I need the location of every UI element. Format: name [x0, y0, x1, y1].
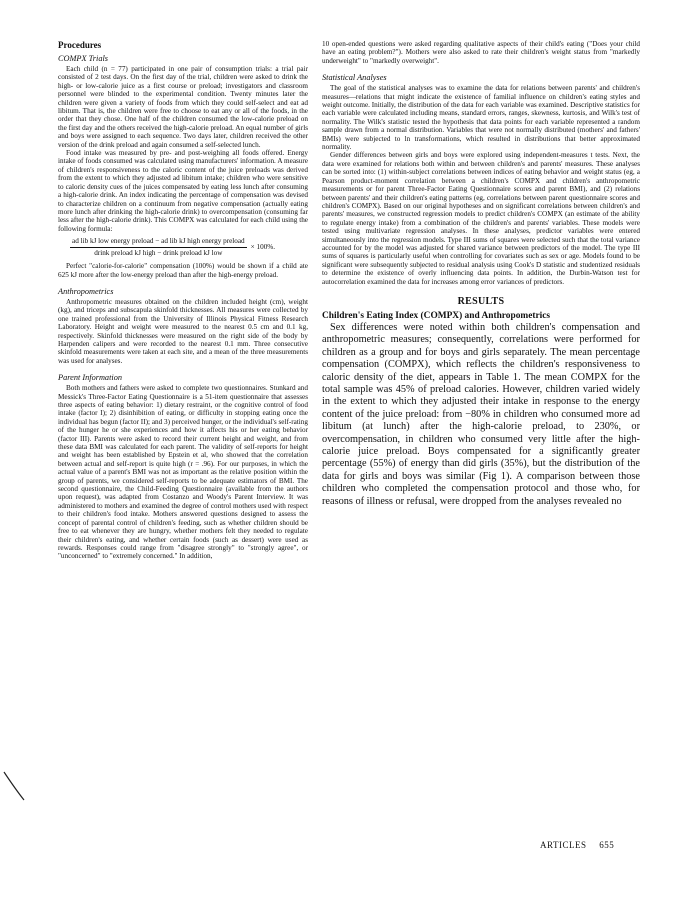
- formula-fraction: [70, 237, 247, 258]
- compx-paragraph-1: Each child (n = 77) participated in one pair of consumption trials: a trial pair consisted of 2 test days. On the first day of the trial, children were asked to drink the high- or low-calorie juice as a first course or preload; investigators and classroom personnel were blinded to the experimental condition. Twenty minutes later the children were given a variety of foods from which they could self-select and eat ad libitum. That is, the children were free to choose to eat any or all of the foods, in the order that they chose. One half of the children consumed the low-calorie preload on the first day and the others received the high-calorie preload. An equal number of girls and boys were assigned to each sequence. Two days later, children received the other version of the drink preload and again consumed a self-selected lunch.: [58, 65, 308, 149]
- left-column: [58, 40, 308, 561]
- formula-numerator: ad lib kJ low energy preload − ad lib kJ high energy preload: [70, 237, 247, 248]
- scan-edge-mark: [2, 770, 26, 810]
- page-footer: [540, 840, 650, 850]
- formula-multiplier: × 100%.: [250, 243, 276, 252]
- results-paragraph: Sex differences were noted within both children's compensation and anthropometric measures; consequently, correlations were performed for children as a group and for boys and girls separately. The mean percentage compensation (COMPX), which reflects the children's responsiveness to caloric density of the diet, appears in Table 1. The mean COMPX for the total sample was 45% of preload calories. However, children varied widely in the extent to which they adjusted their intake in response to the energy content of the juice preload: from −80% in children who consumed more ad libitum (at lunch) after the high-calorie preload, to 230%, or overcompensation, in children who consumed very little after the high-calorie juice preload. Boys compensated for a significantly greater percentage (55%) of energy than did girls (35%), but the distribution of the data for girls and boys was similar (Fig 1). A comparison between those children who completed the compensation protocol and those who, for reasons of illness or refusal, were dropped from the analyses revealed no: [322, 321, 640, 507]
- compx-formula: [70, 237, 308, 258]
- compx-paragraph-3: Perfect "calorie-for-calorie" compensation (100%) would be shown if a child ate 625 kJ more after the low-energy preload than after the high-energy preload.: [58, 262, 308, 279]
- parent-information-heading: Parent Information: [58, 373, 122, 383]
- stats-paragraph-2: Gender differences between girls and boys were explored using independent-measures t tests. Next, the data were examined for relations both within and between children's and parents' measures. These analyses can be sorted into: (1) within-subject correlations between indices of eating behavior and weight status (eg, a Pearson product-moment correlation between a children's COMPX and children's anthropometric measurements or for parent Three-Factor Eating Questionnaire scores and parent BMI), and (2) relations between parents' and their children's eating patterns (eg, correlations between parent questionnaire scores and children's COMPX). Based on our original hypotheses and on significant correlations between children's and parents' measures, we constructed regression models to predict children's COMPX (an estimate of the ability to regulate energy intake) from a combination of the children's and parents' variables. These models were tested using multivariate regression analyses. In these analyses, predictor variables were entered simultaneously into the regression models. Type III sums of squares were selected such that the total variance accounted for by the model was adjusted for shared variance between predictors of the model. The type III sums of squares is particularly useful when controlling for covariates such as sex or age. Models found to be significant were subsequently subjected to residual analysis using Cook's D statistic and studentized residuals to determine the existence of overly influencing data points. In addition, the Durbin-Watson test for autocorrelation examined the data for increases among error variances of predictors.: [322, 151, 640, 286]
- results-subheading: Children's Eating Index (COMPX) and Anthropometrics: [322, 310, 551, 321]
- procedures-heading: Procedures: [58, 40, 102, 50]
- compx-paragraph-2: Food intake was measured by pre- and post-weighing all foods offered. Energy intake of foods consumed was calculated using manufacturers' information. A measure of children's responsiveness to the caloric content of the juice preloads was derived from the extent to which they adjusted ad libitum intake; children who were sensitive to caloric density cues of the juices compensated by eating less lunch after consuming a high-calorie drink. An index indicating the percentage of compensation was devised to characterize children on a continuum from negative compensation (actually eating more lunch after drinking the high-calorie drink) to overcompensation (consuming far less after the high-calorie drink). This COMPX was calculated for each child using the following formula:: [58, 149, 308, 233]
- questionnaire-continuation: 10 open-ended questions were asked regarding qualitative aspects of their child's eating ("Does your child have an eating problem?"). Mothers were also asked to rate their children's weight status from "markedly underweight" to "markedly overweight".: [322, 40, 640, 65]
- anthropometrics-heading: Anthropometrics: [58, 286, 114, 296]
- journal-section-label: ARTICLES: [540, 840, 587, 850]
- page-number: 655: [599, 840, 615, 850]
- formula-denominator: drink preload kJ high − drink preload kJ low: [94, 249, 223, 258]
- compx-trials-heading: COMPX Trials: [58, 54, 109, 63]
- parent-information-paragraph: Both mothers and fathers were asked to complete two questionnaires. Stunkard and Messick's Three-Factor Eating Questionnaire is a 51-item questionnaire that assesses three aspects of eating behavior: 1) dietary restraint, or the cognitive control of food intake (factor I); 2) disinhibition of eating, or difficulty in stopping eating once the individual has begun (factor II); and 3) perceived hunger, or the individual's self-rating of the hunger he or she experiences and how it affects his or her eating behavior (factor III). Parents were asked to record their current height and weight, and from these data BMI was calculated for each parent. The validity of self-reports for height and weight has been established by Epstein et al, who showed that the correlation between actual and self-report is quite high (r = .96). For our purposes, in which the actual value of a parent's BMI was not as important as the relative position within the group of parents, we considered self-reports to be adequate estimators of BMI. The second questionnaire, the Child-Feeding Questionnaire (available from the authors upon request), was adapted from Costanzo and Woody's Parent Interview. It was administered to mothers and examined the degree of control mothers used with respect to their children's food intake. Mothers answered questions designed to assess the concept of parental control of children's feeding, such as whether children should be free to eat whenever they are hungry, whether mothers felt they needed to regulate their children's eating, and whether certain foods (such as dessert) were used as rewards. Responses could range from "disagree strongly" to "strongly agree", or "unconcerned" to "extremely concerned." In addition,: [58, 384, 308, 561]
- right-column: [322, 40, 640, 508]
- results-heading: RESULTS: [457, 295, 505, 307]
- stats-paragraph-1: The goal of the statistical analyses was to examine the data for relations between parents' and children's measures—relations that might indicate the existence of familial influence on children's eating styles and weight outcome. Initially, the distribution of the data for each variable was examined. Descriptive statistics for each variable were calculated including means, standard errors, ranges, skewness, kurtosis, and Wilk's test of normality. The Wilk's statistic tested the hypothesis that data points for each variable represented a random sample drawn from a normal distribution. Variables that were not normally distributed (mothers' and fathers' BMIs) were subjected to ln transformations, which resulted in distributions that better approximated normality.: [322, 84, 640, 152]
- statistical-analyses-heading: Statistical Analyses: [322, 73, 387, 83]
- anthropometrics-paragraph: Anthropometric measures obtained on the children included height (cm), weight (kg), and triceps and subscapula skinfold thicknesses. All measures were collected by one trained professional from the University of Illinois Physical Fitness Research Laboratory. Height and weight were measured to the nearest 0.5 cm and 0.1 kg, respectively. Skinfold thicknesses were measured on the right side of the body by Harpenden calipers and were recorded to the nearest 0.1 mm. Three consecutive skinfold measurements were taken at each site, and a mean of the three measurements was used for analyses.: [58, 297, 308, 365]
